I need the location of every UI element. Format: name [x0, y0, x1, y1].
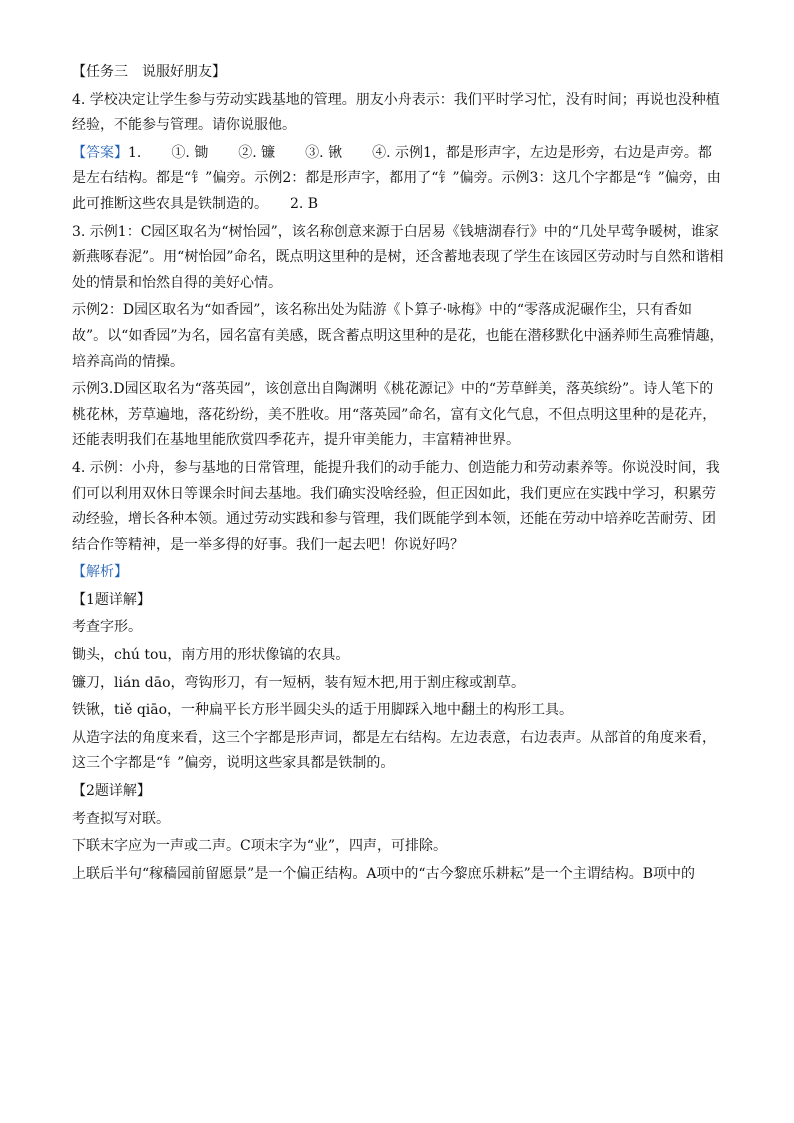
detail-1-line: 考查字形。 [72, 619, 142, 636]
answer-q3-example-3: 示例3.D园区取名为“落英园”，该创意出自陶渊明《桃花源记》中的“芳草鲜美，落英缤纷”。诗人笔下的桃花林，芳草遍地，落花纷纷，美不胜收。用“落英园”命名，富有文化气息，不但点明这里种的是花卉，还能表明我们在基地里能欣赏四季花卉，提升审美能力，丰富精神世界。 [72, 381, 717, 449]
analysis-label: 【解析】 [72, 564, 128, 581]
answer-blank-2: ②. 镰 [238, 144, 276, 161]
answer-q3-example-2: 示例2：D园区取名为“如香园”，该名称出处为陆游《卜算子·咏梅》中的“零落成泥碾作尘，只有香如故”。以“如香园”为名，园名富有美感，既含蓄点明这里种的是花，也能在潜移默化中涵养师生高雅情趣，培养高尚的情操。 [72, 302, 724, 370]
answer-blank-4: ④. 示例1，都是形声字，左边是形旁，右边是声旁。都是左右结构。都是“钅”偏旁。示例2：都是形声字，都用了“钅”偏旁。示例3：这几个字都是“钅”偏旁，由此可推断这些农具是铁制造的。 [72, 144, 721, 212]
detail-1-line: 锄头，chú tou，南方用的形状像镐的农具。 [72, 647, 350, 664]
answer-q4: 4. 示例：小舟，参与基地的日常管理，能提升我们的动手能力、创造能力和劳动素养等。你说没时间，我们可以利用双休日等课余时间去基地。我们确实没啥经验，但正因如此，我们更应在实践中学习，积累劳动经验，增长各种本领。通过劳动实践和参与管理，我们既能学到本领，还能在劳动中培养吃苦耐劳、团结合作等精神，是一举多得的好事。我们一起去吧！你说好吗？ [72, 459, 720, 553]
detail-2-heading: 【2题详解】 [72, 783, 151, 800]
document-body [72, 60, 724, 887]
answer-label: 【答案】 [72, 144, 128, 161]
detail-1-line: 从造字法的角度来看，这三个字都是形声词，都是左右结构。左边表意，右边表声。从部首的角度来看，这三个字都是“钅”偏旁，说明这些家具都是铁制的。 [72, 729, 716, 772]
answer-blank-1: ①. 锄 [171, 144, 209, 161]
detail-2-line: 上联后半句“稼穑园前留愿景”是一个偏正结构。A项中的“古今黎庶乐耕耘”是一个主谓结构。B项中的 [72, 865, 696, 882]
question-4: 4. 学校决定让学生参与劳动实践基地的管理。朋友小舟表示：我们平时学习忙，没有时间；再说也没种植经验，不能参与管理。请你说服他。 [72, 91, 720, 134]
answer-q1-prefix: 1. [128, 144, 142, 161]
answer-q3-example-1: 3. 示例1：C园区取名为“树怡园”，该名称创意来源于白居易《钱塘湖春行》中的“几处早莺争暖树，谁家新燕啄春泥”。用“树怡园”命名，既点明这里种的是树，还含蓄地表现了学生在该园区劳动时与自然和谐相处的情景和怡然自得的美好心情。 [72, 223, 724, 291]
detail-1-heading: 【1题详解】 [72, 591, 151, 608]
answer-q1-paragraph [72, 141, 724, 218]
detail-1-line: 铁锹，tiě qiāo，一种扁平长方形半圆尖头的适于用脚踩入地中翻土的构形工具。 [72, 702, 574, 719]
detail-1-line: 镰刀，lián dāo，弯钩形刀，有一短柄，装有短木把,用于割庄稼或割草。 [72, 674, 525, 691]
answer-blank-3: ③. 锹 [305, 144, 343, 161]
detail-2-line: 考查拟写对联。 [72, 810, 170, 827]
detail-2-line: 下联末字应为一声或二声。C项末字为“业”，四声，可排除。 [72, 838, 448, 855]
answer-q2: 2. B [290, 195, 319, 212]
task-heading: 【任务三 说服好朋友】 [72, 64, 226, 80]
